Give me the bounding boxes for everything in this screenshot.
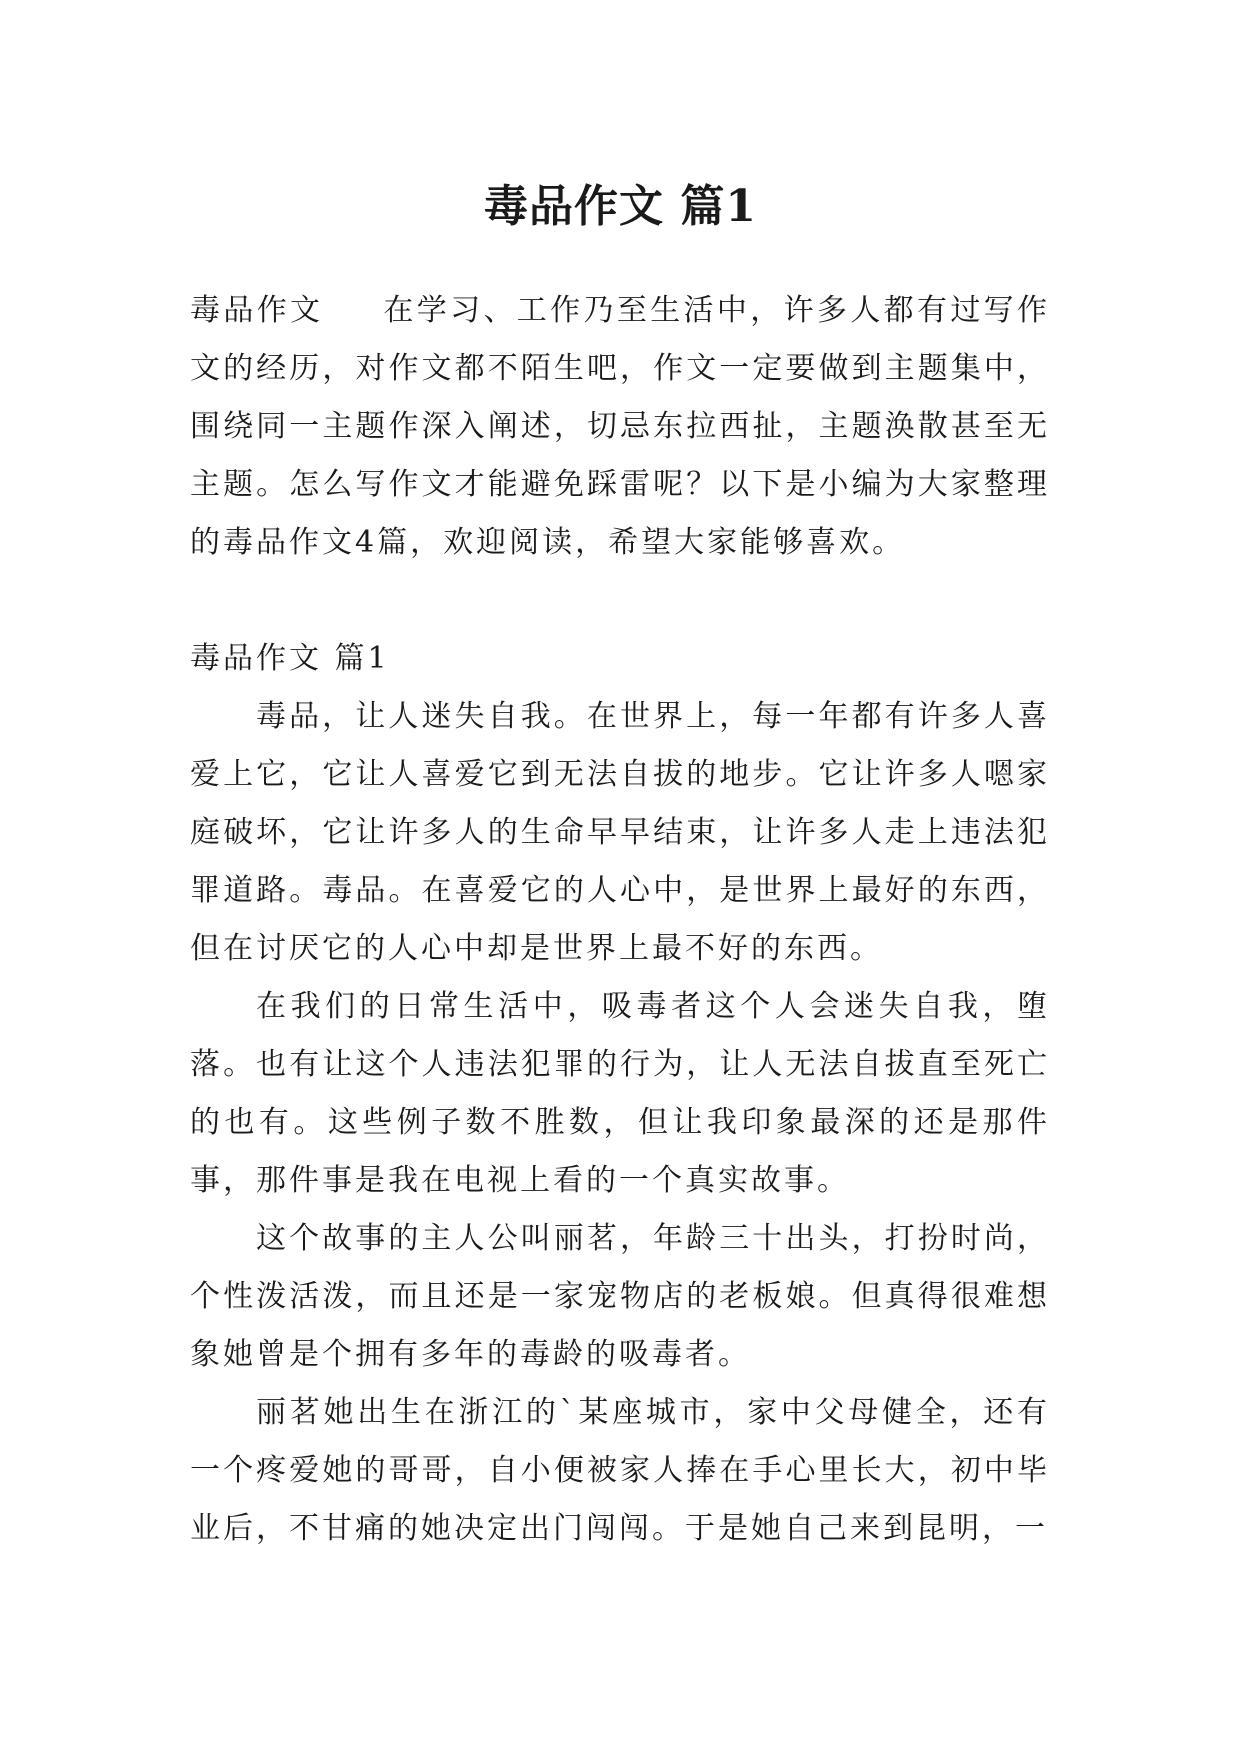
body-paragraph-1: 毒品，让人迷失自我。在世界上，每一年都有许多人喜爱上它，它让人喜爱它到无法自拔的地步。它让许多人嗯家庭破坏，它让许多人的生命早早结束，让许多人走上违法犯罪道路。毒品。在喜爱它的人心中，是世界上最好的东西，但在讨厌它的人心中却是世界上最不好的东西。 bbox=[190, 699, 1050, 966]
body-paragraph-2: 在我们的日常生活中，吸毒者这个人会迷失自我，堕落。也有让这个人违法犯罪的行为，让人无法自拔直至死亡的也有。这些例子数不胜数，但让我印象最深的还是那件事，那件事是我在电视上看的一个真实故事。 bbox=[190, 989, 1050, 1198]
intro-text: 在学习、工作乃至生活中，许多人都有过写作文的经历，对作文都不陌生吧，作文一定要做到主题集中，围绕同一主题作深入阐述，切忌东拉西扯，主题涣散甚至无主题。怎么写作文才能避免踩雷呢？以下是小编为大家整理的毒品作文4篇，欢迎阅读，希望大家能够喜欢。 bbox=[190, 293, 1051, 560]
body-paragraph-4: 丽茗她出生在浙江的`某座城市，家中父母健全，还有一个疼爱她的哥哥，自小便被家人捧在手心里长大，初中毕业后，不甘痛的她决定出门闯闯。于是她自己来到昆明，一 bbox=[190, 1395, 1050, 1546]
document-body bbox=[190, 282, 1050, 1558]
document-title: 毒品作文 篇1 bbox=[484, 181, 757, 233]
section-heading: 毒品作文 篇1 bbox=[190, 641, 390, 676]
body-paragraph-3: 这个故事的主人公叫丽茗，年龄三十出头，打扮时尚，个性泼活泼，而且还是一家宠物店的老板娘。但真得很难想象她曾是个拥有多年的毒龄的吸毒者。 bbox=[190, 1221, 1050, 1372]
intro-label: 毒品作文 bbox=[190, 293, 324, 328]
section-gap bbox=[190, 572, 1050, 630]
intro-paragraph bbox=[190, 282, 1050, 572]
